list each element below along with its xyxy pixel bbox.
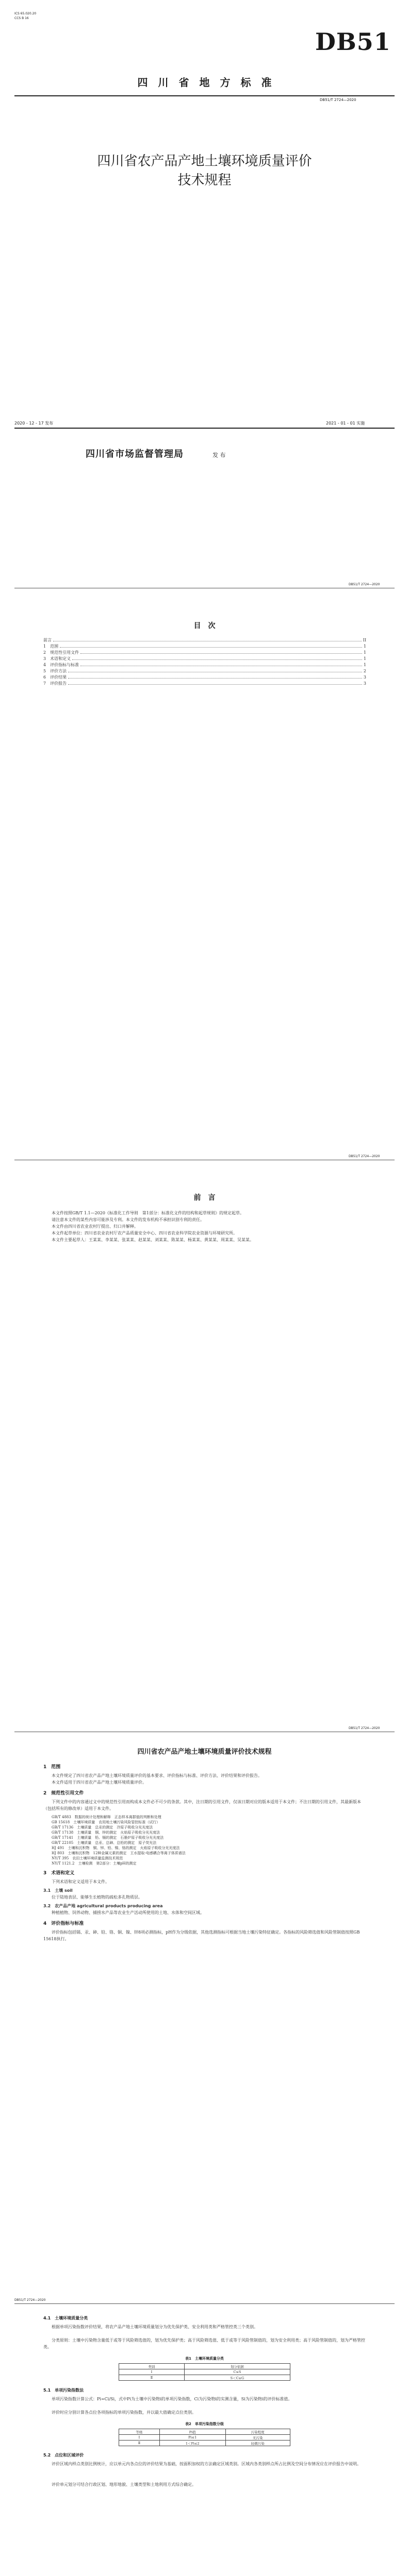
normative-reference: GB/T 22105 土壤质量 总汞、总砷、总铅的测定 原子荧光法 [52,1841,157,1845]
header-rule [14,2303,395,2304]
body-paragraph: 评价指标包括镉、汞、砷、铅、铬、铜、镍、锌8项必测指标，pH作为分级依据，其他选测指标可根据当地土壤污染特征确定。各指标的风险筛选值和风险管制值按照GB 15618执行。 [43,1930,360,1941]
table-header-cell: Pi值 [159,2429,225,2435]
classification-table [119,2363,290,2381]
cover-page [0,0,409,566]
toc-item[interactable]: 1 范围 1 [43,644,366,649]
body-page-2 [0,2287,409,2576]
ics-code: ICS 65.020.20 [14,12,37,15]
table-header-cell: 类别 [119,2364,185,2369]
foreword-page [0,1144,409,1709]
term-definition: 位于陆地表层、能够生长植物的疏松多孔物质层。 [52,1895,142,1900]
normative-reference: GB/T 17141 土壤质量 铅、镉的测定 石墨炉原子吸收分光光度法 [52,1836,164,1840]
table-cell: S＜C≤G [184,2375,290,2381]
table-cell: Ⅰ [119,2369,185,2375]
subsection-heading: 5.2 点位和区域评价 [43,2453,84,2458]
section-heading: 4 评价指标与标准 [43,1921,84,1926]
toc-page [0,572,409,1138]
toc-item[interactable]: 6 评价结果 3 [43,675,366,680]
foreword-paragraph: 请注意本文件的某些内容可能涉及专利。本文件的发布机构不承担识别专利的责任。 [52,1217,204,1222]
toc-title: 目 次 [193,622,216,630]
pollution-index-table [119,2429,290,2446]
table-row [119,2375,290,2381]
term-definition: 种植植物、饲养动物、捕捞水产品等农业生产活动所使用的土地、水体和空间区域。 [52,1910,204,1915]
foreword-paragraph: 本文件起草单位：四川省农业农村厅农产品质量安全中心、四川省农业科学院农业资源与环境研究所。 [52,1231,237,1235]
region-title: 四 川 省 地 方 标 准 [137,76,272,89]
page-header-std: DB51/T 2724—2020 [349,1726,380,1730]
table-cell: C≤S [184,2369,290,2375]
table-cell: Ⅰ [119,2435,160,2441]
normative-reference: GB 15618 土壤环境质量 农用地土壤污染风险管控标准（试行） [52,1820,160,1824]
table-row [119,2369,290,2375]
document-title-line2: 技术规程 [177,173,232,188]
body-title: 四川省农产品产地土壤环境质量评价技术规程 [137,1748,272,1756]
body-paragraph: 评价区域内样点类别比例统计，应以单元内各点位的评价结果为基础，按面积加权的方法确定区域类别。区域内各类别样点所占比例及空间分布情况应在评价报告中说明。 [52,2462,361,2466]
table-row [119,2435,290,2441]
page-header-std: DB51/T 2724—2020 [349,583,380,586]
ccs-code: CCS B 16 [14,16,29,20]
cover-bottom-rule [14,428,395,429]
subsection-heading: 5.1 单项污染指数法 [43,2388,84,2393]
subsection-heading: 4.1 土壤环境质量分类 [43,2316,88,2320]
body-paragraph: 本文件规定了四川省农产品产地土壤环境质量评价的基本要求、评价指标与标准、评价方法、评价结果和评价报告。 [52,1773,262,1778]
toc-item[interactable]: 2 规范性引用文件 1 [43,650,366,655]
table-row [119,2441,290,2446]
normative-reference: GB/T 4883 数据的统计处理和解释 正态样本离群值的判断和处理 [52,1815,161,1819]
normative-reference: NY/T 1121.2 土壤检测 第2部分：土壤pH的测定 [52,1861,137,1866]
toc-item[interactable]: 5 评价方法 2 [43,669,366,673]
toc-item[interactable]: 3 术语和定义 1 [43,656,366,661]
table-cell: 1＜Pi≤2 [159,2441,225,2446]
body-paragraph: 下列文件中的内容通过文中的规范性引用而构成本文件必不可少的条款。其中，注日期的引用文件，仅该日期对应的版本适用于本文件；不注日期的引用文件，其最新版本（包括所有的修改单）适用于本文件。 [43,1800,361,1811]
table-cell: Pi≤1 [159,2435,225,2441]
normative-reference: NY/T 395 农田土壤环境质量监测技术规范 [52,1856,123,1860]
table-cell: Ⅱ [119,2375,185,2381]
table-header-cell: 划分依据 [184,2364,290,2369]
body-paragraph: 评价单元划分可结合行政区划、地形地貌、土壤类型和土地利用方式综合确定。 [52,2482,196,2487]
normative-reference: HJ 491 土壤和沉积物 铜、锌、铅、镍、铬的测定 火焰原子吸收分光光度法 [52,1846,180,1850]
section-heading: 1 范围 [43,1765,61,1770]
body-paragraph: 分类原则：土壤中污染物含量低于或等于风险筛选值的，划为优先保护类；高于风险筛选值、低于或等于风险管制值的，划为安全利用类；高于风险管制值的，划为严格管控类。 [43,2338,365,2349]
issue-word: 发 布 [212,452,226,459]
cover-top-rule [14,95,395,96]
table-cell: Ⅱ [119,2441,160,2446]
standard-number: DB51/T 2724—2020 [320,98,356,102]
foreword-paragraph: 本文件主要起草人：王某某、李某某、张某某、赵某某、刘某某、陈某某、杨某某、黄某某、周某某、吴某某。 [52,1238,254,1242]
section-heading: 2 规范性引用文件 [43,1791,84,1796]
body-paragraph: 根据单项污染指数评价结果，将农产品产地土壤环境质量划分为优先保护类、安全利用类和严格管控类三个类别。 [52,2325,258,2329]
section-heading: 3 术语和定义 [43,1871,75,1876]
issue-date: 2020 - 12 - 17 发布 [14,421,54,426]
foreword-paragraph: 本文件按照GB/T 1.1—2020《标准化工作导则 第1部分：标准化文件的结构和起草规则》的规定起草。 [52,1211,244,1215]
toc-item[interactable]: 4 评价指标与标准 1 [43,663,366,667]
document-title-line1: 四川省农产品产地土壤环境质量评价 [97,154,312,169]
term-heading: 3.1 土壤 soil [43,1888,73,1893]
implementation-date: 2021 - 01 - 01 实施 [326,421,365,426]
page-header-std: DB51/T 2724—2020 [349,1155,380,1158]
normative-reference: HJ 803 土壤和沉积物 12种金属元素的测定 王水提取-电感耦合等离子体质谱法 [52,1851,186,1855]
table-cell: 轻微污染 [225,2441,290,2446]
table-header-cell: 污染程度 [225,2429,290,2435]
table-caption: 表1 土壤环境质量分类 [185,2357,224,2361]
body-page-1 [0,1716,409,2281]
toc-item[interactable]: 7 评价报告 3 [43,681,366,686]
body-paragraph: 评价时应分别计算各点位各项指标的单项污染指数，并以最大值确定点位类别。 [52,2410,196,2415]
foreword-title: 前 言 [193,1194,216,1202]
table-header-cell: 等级 [119,2429,160,2435]
table-caption: 表2 单项污染指数分级 [185,2422,224,2426]
normative-reference: GB/T 17138 土壤质量 铜、锌的测定 火焰原子吸收分光光度法 [52,1831,160,1835]
page-header-std: DB51/T 2724—2020 [14,2298,46,2302]
toc-item[interactable]: 前言 II [43,638,366,642]
body-paragraph: 下列术语和定义适用于本文件。 [52,1879,109,1884]
normative-reference: GB/T 17136 土壤质量 总汞的测定 冷原子吸收分光光度法 [52,1825,153,1829]
body-paragraph: 本文件适用于四川省农产品产地土壤环境质量评价。 [52,1780,146,1785]
term-heading: 3.2 农产品产地 agricultural products producing area [43,1904,163,1908]
table-cell: 无污染 [225,2435,290,2441]
issuing-authority: 四川省市场监督管理局 [86,449,184,460]
body-paragraph: 单项污染指数计算公式：Pi=Ci/Si，式中Pi为土壤中污染物i的单项污染指数，Ci为污染物i的实测含量，Si为污染物i的评价标准值。 [52,2397,292,2401]
db-mark: DB51 [315,28,391,56]
foreword-paragraph: 本文件由四川省农业农村厅提出、归口并解释。 [52,1224,138,1229]
